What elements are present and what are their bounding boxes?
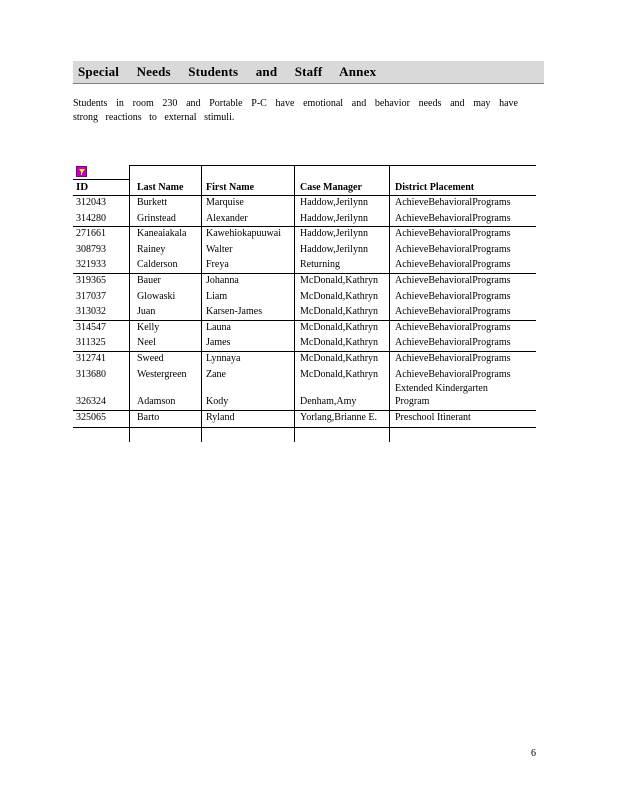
table-cell-first-name: Launa — [206, 321, 231, 333]
group-rule — [73, 273, 536, 274]
placement-line: Program — [395, 396, 430, 408]
first-name-header[interactable]: First Name — [206, 182, 255, 193]
table-cell-last-name: Grinstead — [137, 212, 176, 224]
table-column-rule — [129, 165, 130, 442]
table-cell-case-manager: McDonald,Kathryn — [300, 353, 379, 364]
table-cell-district-placement: AchieveBehavioralPrograms — [395, 228, 511, 240]
table-cell-id: 311325 — [76, 337, 106, 349]
table-cell-district-placement: AchieveBehavioralPrograms — [395, 306, 511, 318]
table-cell-district-placement: AchieveBehavioralPrograms — [395, 368, 511, 380]
table-cell-district-placement: AchieveBehavioralPrograms — [395, 197, 511, 208]
table-cell-district-placement: AchieveBehavioralPrograms — [395, 259, 511, 271]
table-cell-first-name: Kawehiokapuuwai — [206, 228, 281, 240]
table-cell-id: 271661 — [76, 228, 106, 240]
table-cell-id: 312741 — [76, 353, 106, 364]
table-cell-last-name: Juan — [137, 306, 156, 318]
table-cell-last-name: Kelly — [137, 321, 160, 333]
table-column-rule — [389, 165, 390, 442]
section-header-bar — [73, 61, 544, 84]
table-cell-id: 313032 — [76, 306, 106, 318]
table-top-rule — [130, 165, 536, 166]
table-cell-id: 325065 — [76, 412, 106, 424]
table-cell-id: 321933 — [76, 259, 106, 271]
filter-icon[interactable] — [76, 166, 87, 177]
table-column-rule — [294, 165, 295, 442]
table-cell-first-name: Liam — [206, 290, 228, 302]
table-bottom-rule — [73, 427, 536, 428]
table-cell-case-manager: Yorlang,Brianne E. — [300, 412, 378, 424]
table-cell-case-manager: Haddow,Jerilynn — [300, 212, 368, 224]
table-cell-case-manager: McDonald,Kathryn — [300, 306, 379, 318]
table-cell-case-manager: Haddow,Jerilynn — [300, 228, 368, 240]
table-cell-last-name: Adamson — [137, 396, 176, 408]
table-cell-first-name: Ryland — [206, 412, 235, 424]
table-cell-district-placement: Preschool Itinerant — [395, 412, 471, 424]
group-rule — [73, 351, 536, 352]
group-rule — [73, 410, 536, 411]
id-header[interactable]: ID — [76, 181, 89, 193]
table-cell-case-manager: McDonald,Kathryn — [300, 275, 379, 286]
table-cell-last-name: Kaneaiakala — [137, 228, 187, 240]
table-cell-district-placement: AchieveBehavioralPrograms — [395, 275, 511, 286]
case-manager-header[interactable]: Case Manager — [300, 182, 362, 193]
table-cell-first-name: Zane — [206, 368, 226, 380]
table-cell-district-placement — [395, 382, 488, 408]
table-cell-district-placement: AchieveBehavioralPrograms — [395, 321, 511, 333]
table-cell-case-manager: McDonald,Kathryn — [300, 368, 379, 380]
table-cell-first-name: Karsen-James — [206, 306, 263, 318]
table-cell-case-manager: Haddow,Jerilynn — [300, 243, 368, 255]
intro-paragraph: Students in room 230 and Portable P-C have emotional and behavior needs and may have strong reactions to external stimuli. — [73, 98, 518, 123]
group-rule — [73, 226, 536, 227]
table-cell-last-name: Burkett — [137, 197, 167, 208]
table-cell-last-name: Sweed — [137, 353, 164, 364]
table-cell-first-name: Marquise — [206, 197, 244, 208]
table-column-rule — [201, 165, 202, 442]
table-cell-case-manager: McDonald,Kathryn — [300, 321, 379, 333]
header-rule — [73, 195, 536, 196]
district-placement-header[interactable]: District Placement — [395, 182, 475, 193]
id-column-rule — [73, 179, 129, 180]
table-cell-case-manager: McDonald,Kathryn — [300, 337, 379, 349]
placement-line: Extended Kindergarten — [395, 383, 488, 395]
table-cell-last-name: Glowaski — [137, 290, 176, 302]
table-cell-district-placement: AchieveBehavioralPrograms — [395, 353, 511, 364]
table-cell-first-name: James — [206, 337, 231, 349]
table-cell-id: 314547 — [76, 321, 106, 333]
table-cell-last-name: Calderson — [137, 259, 178, 271]
last-name-header[interactable]: Last Name — [137, 182, 184, 193]
table-cell-case-manager: Haddow,Jerilynn — [300, 197, 368, 208]
table-cell-last-name: Barto — [137, 412, 160, 424]
table-cell-id: 319365 — [76, 275, 106, 286]
table-cell-last-name: Westergreen — [137, 368, 187, 380]
table-cell-district-placement: AchieveBehavioralPrograms — [395, 243, 511, 255]
table-cell-case-manager: McDonald,Kathryn — [300, 290, 379, 302]
table-cell-last-name: Neel — [137, 337, 156, 349]
page-number: 6 — [531, 748, 536, 759]
table-cell-id: 312043 — [76, 197, 106, 208]
table-cell-first-name: Kody — [206, 396, 229, 408]
table-cell-first-name: Alexander — [206, 212, 248, 224]
section-title: Special Needs Students and Staff Annex — [78, 64, 377, 79]
table-cell-case-manager: Denham,Amy — [300, 396, 357, 408]
table-cell-id: 326324 — [76, 396, 106, 408]
table-cell-first-name: Walter — [206, 243, 233, 255]
table-cell-first-name: Johanna — [206, 275, 239, 286]
group-rule — [73, 320, 536, 321]
table-cell-last-name: Rainey — [137, 243, 166, 255]
table-cell-id: 308793 — [76, 243, 106, 255]
table-cell-id: 317037 — [76, 290, 106, 302]
table-cell-district-placement: AchieveBehavioralPrograms — [395, 337, 511, 349]
table-cell-id: 313680 — [76, 368, 106, 380]
table-cell-first-name: Freya — [206, 259, 229, 271]
table-cell-id: 314280 — [76, 212, 106, 224]
table-cell-district-placement: AchieveBehavioralPrograms — [395, 212, 511, 224]
table-cell-case-manager: Returning — [300, 259, 340, 271]
table-cell-last-name: Bauer — [137, 275, 161, 286]
table-cell-first-name: Lynnaya — [206, 353, 241, 364]
table-cell-district-placement: AchieveBehavioralPrograms — [395, 290, 511, 302]
